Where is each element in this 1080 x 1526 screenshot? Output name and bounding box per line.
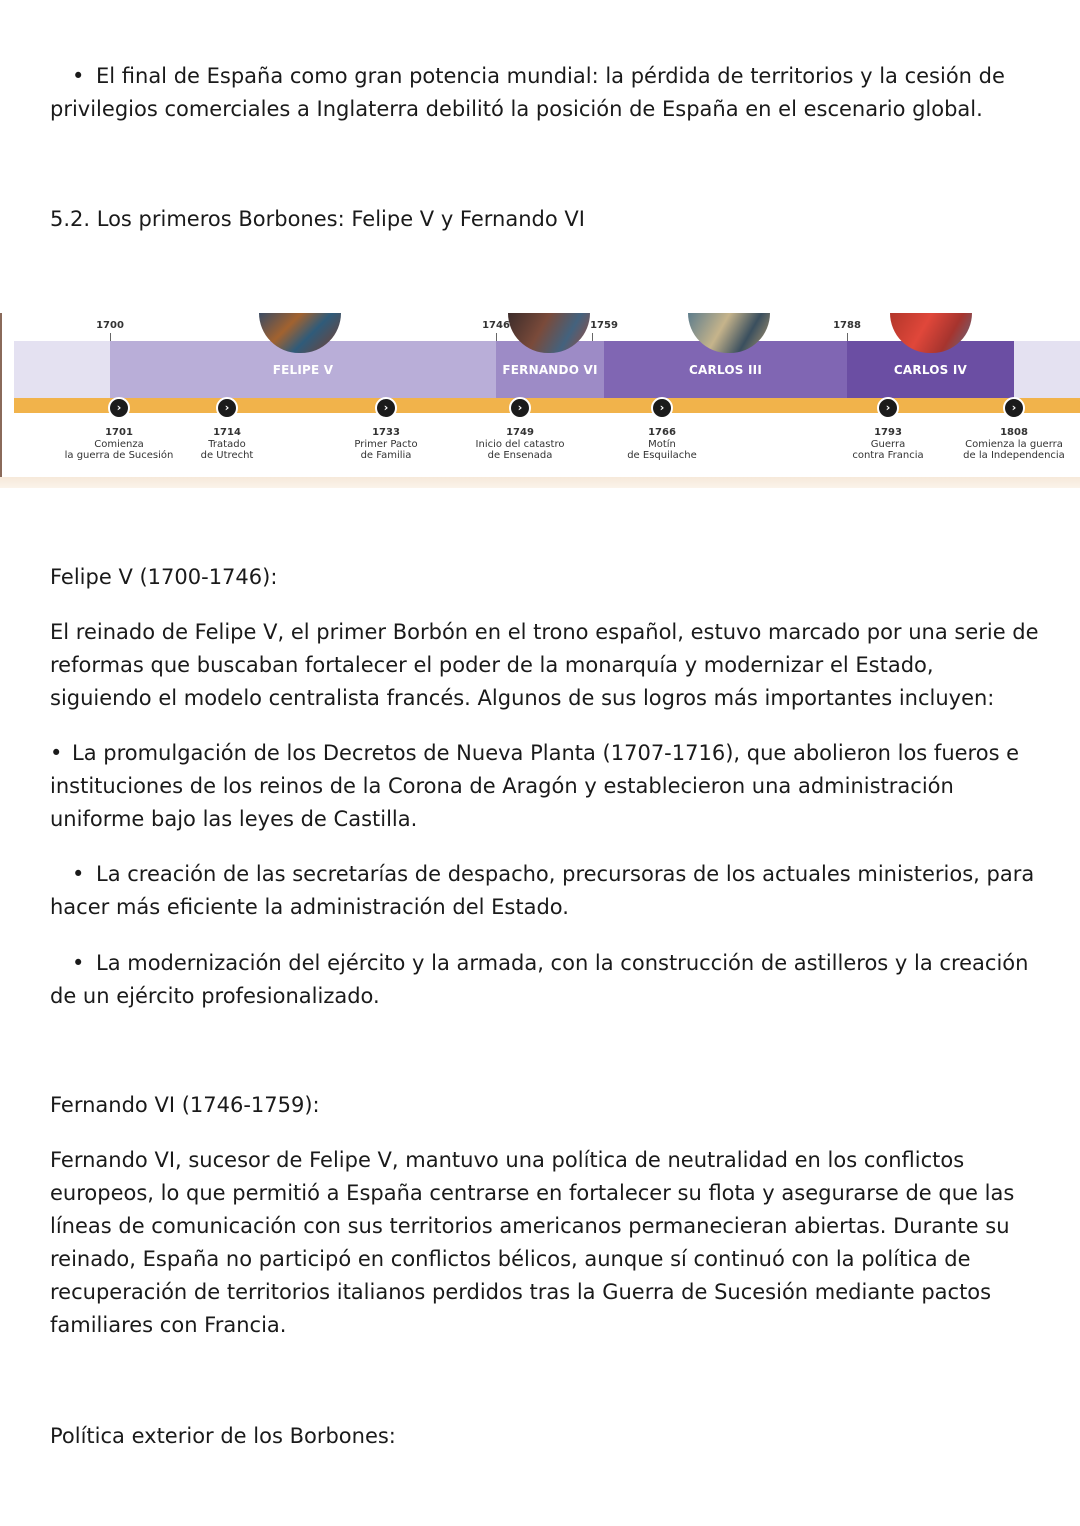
- timeline-graphic: [0, 313, 1080, 488]
- bullet-dot: •: [72, 64, 85, 88]
- chevron-right-icon: ›: [375, 397, 397, 419]
- felipe-bullet-2-text: La creación de las secretarías de despacho, precursoras de los actuales ministerios, para hacer más eficiente la administración del Estado.: [50, 862, 1035, 919]
- section-title: 5.2. Los primeros Borbones: Felipe V y Fernando VI: [50, 207, 585, 231]
- fernando-heading: Fernando VI (1746-1759):: [50, 1093, 320, 1117]
- chevron-right-icon: ›: [108, 397, 130, 419]
- chevron-right-icon: ›: [509, 397, 531, 419]
- felipe-bullet-3-text: La modernización del ejército y la armada, con la construcción de astilleros y la creación de un ejército profesionalizado.: [50, 951, 1029, 1008]
- bullet-dot: •: [72, 951, 85, 975]
- year-label-1700: 1700: [96, 320, 124, 331]
- intro-bullet-text: El final de España como gran potencia mundial: la pérdida de territorios y la cesión de privilegios comerciales a Inglaterra debilitó la posición de España en el escenario global.: [50, 64, 1005, 121]
- year-label-1788: 1788: [833, 320, 861, 331]
- felipe-bullet-3: [50, 947, 1040, 1013]
- timeline-bar: [14, 398, 1080, 413]
- chevron-right-icon: ›: [651, 397, 673, 419]
- bullet-dot: •: [50, 741, 63, 765]
- timeline-bottom-fade: [0, 477, 1080, 488]
- year-label-1759: 1759: [590, 320, 618, 331]
- exterior-heading: Política exterior de los Borbones:: [50, 1424, 396, 1448]
- intro-bullet: [50, 60, 1040, 126]
- chevron-right-icon: ›: [1003, 397, 1025, 419]
- chevron-right-icon: ›: [216, 397, 238, 419]
- year-tick-1746: [496, 333, 497, 341]
- event-1766: 1766 Motín de Esquilache: [627, 427, 697, 461]
- felipe-bullet-1-text: La promulgación de los Decretos de Nueva Planta (1707-1716), que abolieron los fueros e instituciones de los reinos de la Corona de Aragón y establecieron una administración uniforme bajo las leyes de Castilla.: [50, 741, 1020, 831]
- event-1808: 1808 Comienza la guerra de la Independencia: [963, 427, 1065, 461]
- year-tick-1759: [592, 333, 593, 341]
- reign-felipe-v: FELIPE V: [110, 341, 496, 398]
- event-1701: 1701 Comienza la guerra de Sucesión: [64, 427, 174, 461]
- bullet-dot: •: [72, 862, 85, 886]
- chevron-right-icon: ›: [877, 397, 899, 419]
- reign-fernando-vi: FERNANDO VI: [496, 341, 604, 398]
- year-label-1746: 1746: [482, 320, 510, 331]
- felipe-bullet-1: [50, 737, 1040, 836]
- year-tick-1788: [847, 333, 848, 341]
- timeline-left-rule: [0, 313, 2, 485]
- event-1714: 1714 Tratado de Utrecht: [200, 427, 254, 461]
- felipe-bullet-2: [50, 858, 1040, 924]
- reign-carlos-iv: CARLOS IV: [847, 341, 1014, 398]
- fernando-body: Fernando VI, sucesor de Felipe V, mantuvo una política de neutralidad en los conflictos europeos, lo que permitió a España centrarse en fortalecer su flota y asegurarse de que las líneas de comunicación con sus territorios americanos permanecieran abiertas. Durante su reinado, España no participó en conflictos bélicos, aunque sí continuó con la política de recuperación de territorios italianos perdidos tras la Guerra de Sucesión mediante pactos familiares con Francia.: [50, 1148, 1015, 1337]
- event-1733: 1733 Primer Pacto de Familia: [354, 427, 418, 461]
- felipe-intro: El reinado de Felipe V, el primer Borbón en el trono español, estuvo marcado por una serie de reformas que buscaban fortalecer el poder de la monarquía y modernizar el Estado, siguiendo el modelo centralista francés. Algunos de sus logros más importantes incluyen:: [50, 620, 1039, 710]
- reign-carlos-iii: CARLOS III: [604, 341, 847, 398]
- felipe-heading: Felipe V (1700-1746):: [50, 565, 278, 589]
- event-1793: 1793 Guerra contra Francia: [852, 427, 924, 461]
- event-1749: 1749 Inicio del catastro de Ensenada: [475, 427, 565, 461]
- year-tick-1700: [110, 333, 111, 341]
